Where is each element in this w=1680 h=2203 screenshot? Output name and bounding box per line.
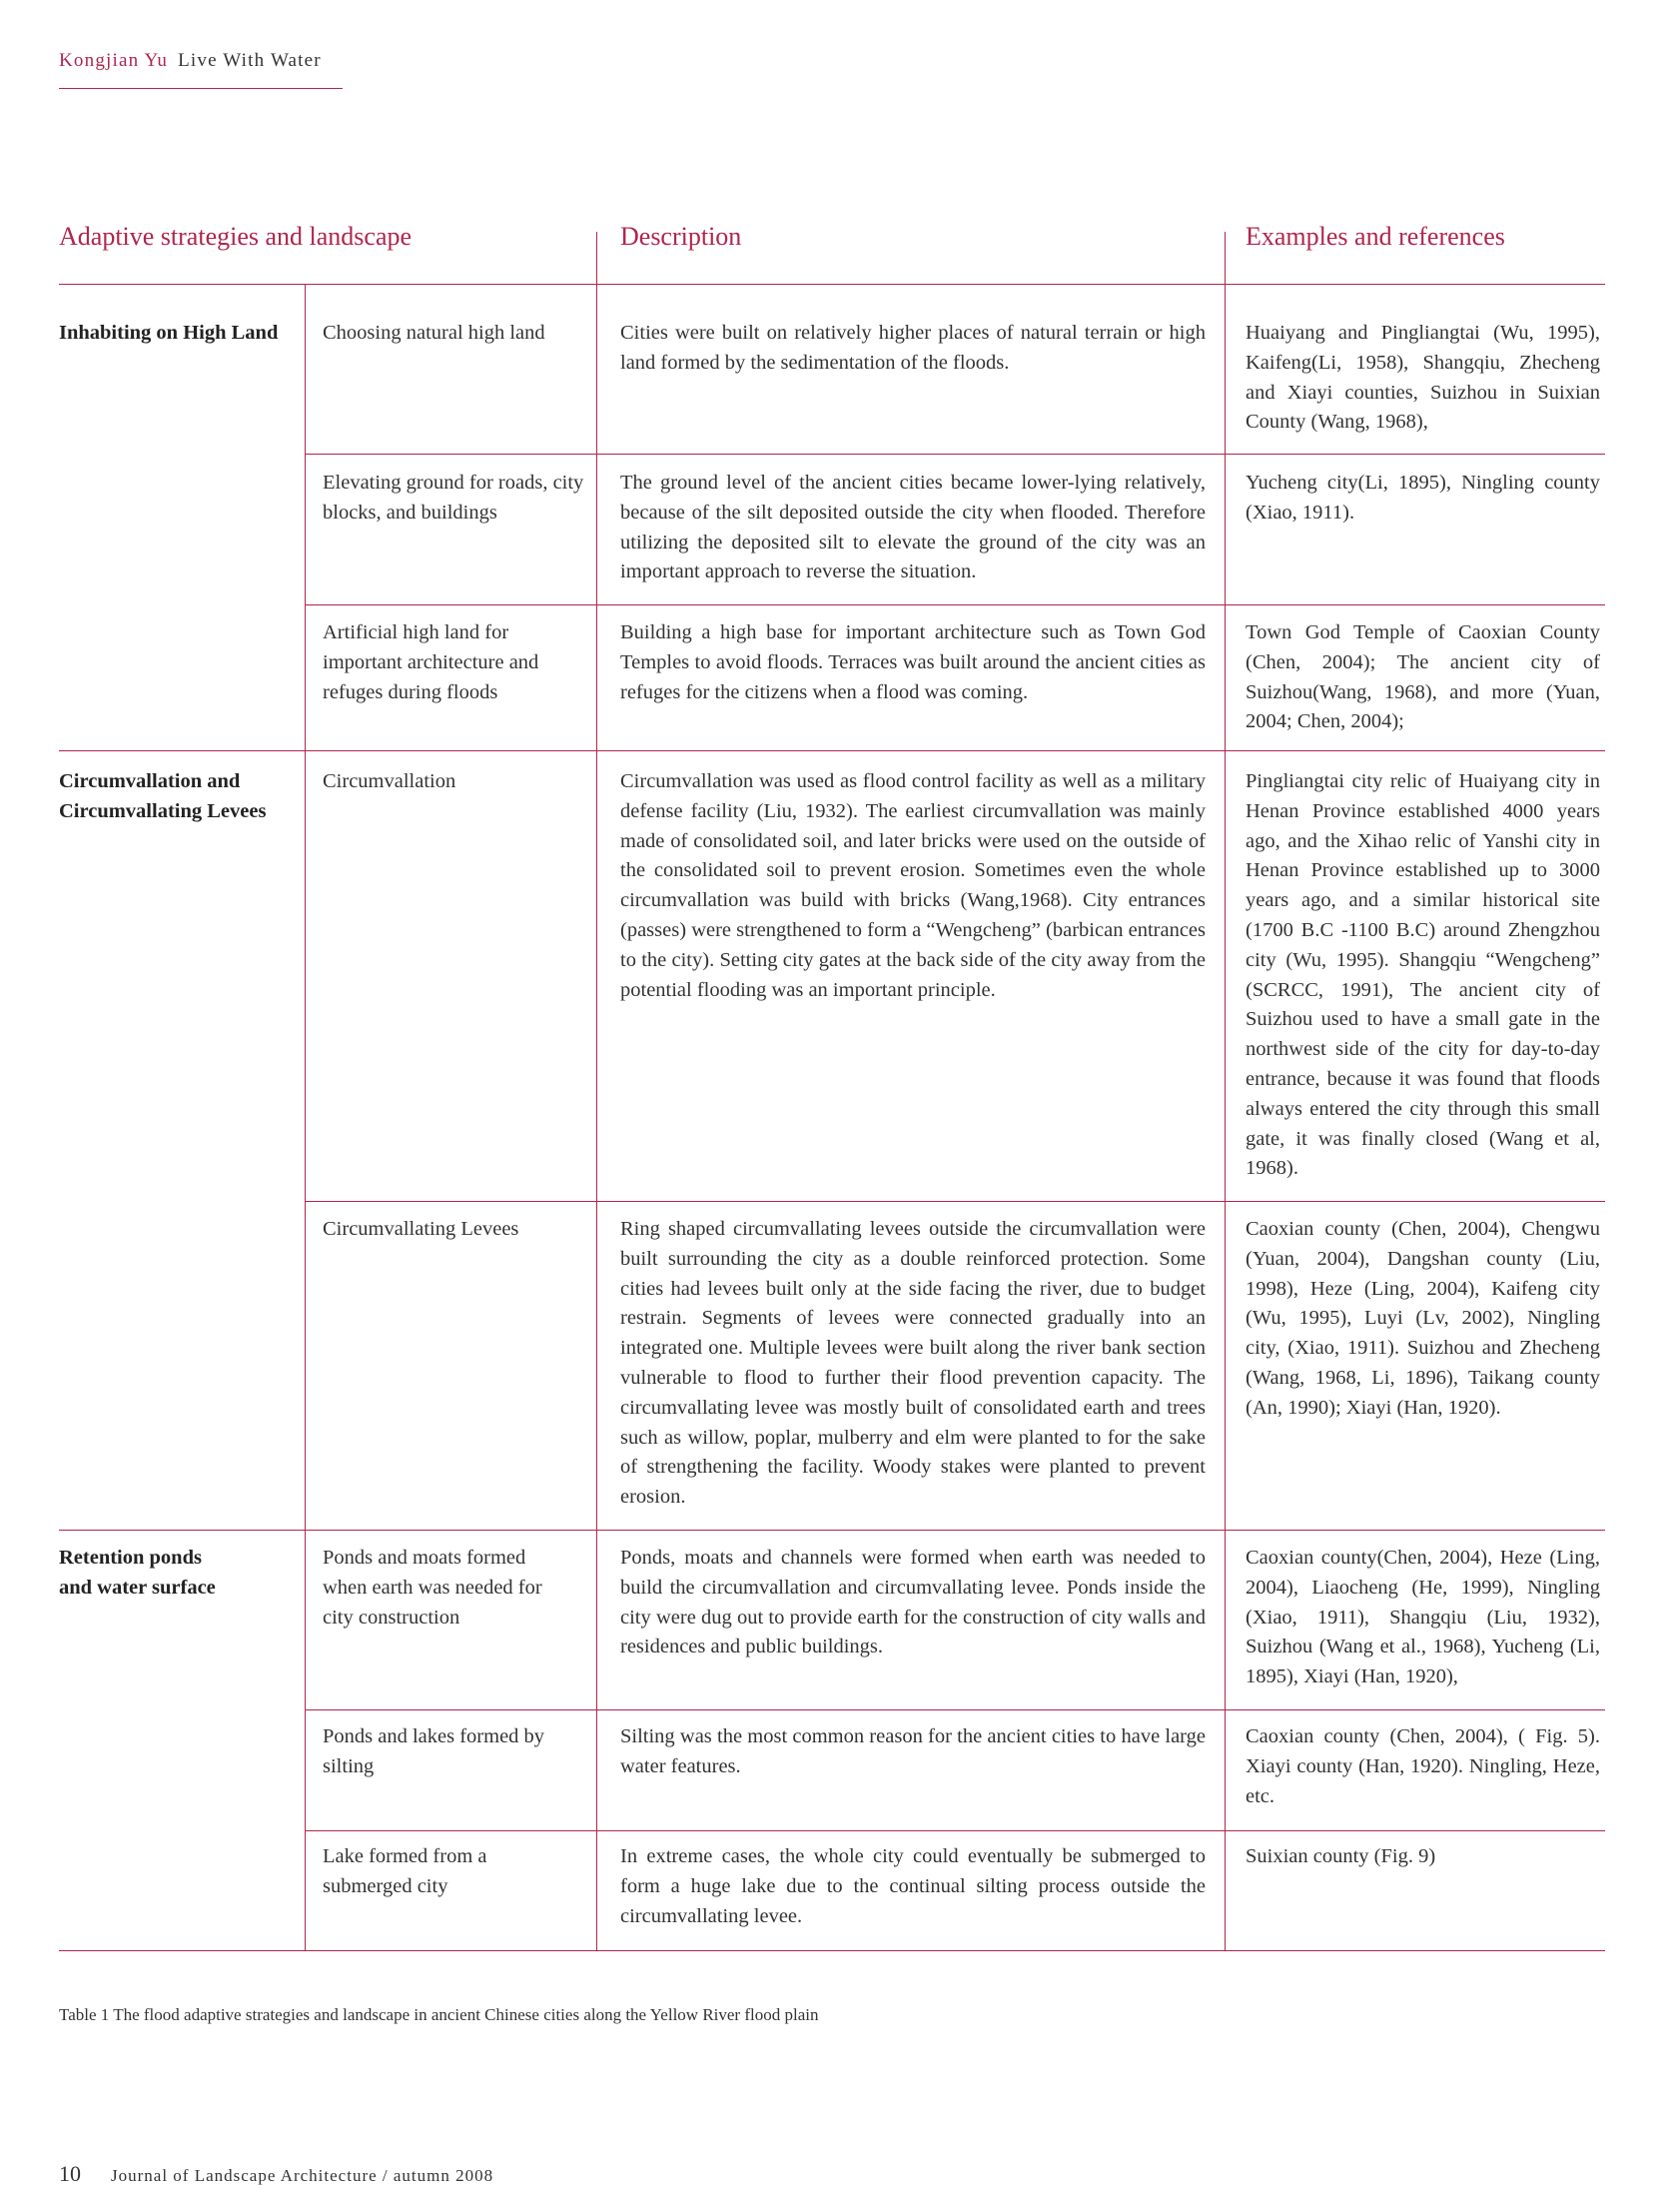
examples-cell: Caoxian county(Chen, 2004), Heze (Ling, 2004), Liaocheng (He, 1999), Ningling (Xiao, 1911), Shangqiu (Liu, 1932), Suizhou (Wang et al., 1968), Yucheng (Li, 1895), Xiayi (Han, 1920),	[1246, 1547, 1600, 1688]
group-divider	[59, 1530, 1605, 1531]
row-divider	[305, 1830, 1605, 1831]
header-description: Description	[620, 222, 742, 251]
description-cell: Cities were built on relatively higher places of natural terrain or high land formed by the sedimentation of the floods.	[620, 322, 1206, 374]
strategy-cell: Artificial high land for important architecture and refuges during floods	[323, 621, 539, 703]
strategy-cell: Circumvallation	[323, 770, 456, 792]
row-divider	[305, 1201, 1605, 1202]
description-cell: In extreme cases, the whole city could eventually be submerged to form a huge lake due to the continual silting process outside the circumvallating levee.	[620, 1845, 1206, 1927]
examples-cell: Huaiyang and Pingliangtai (Wu, 1995), Kaifeng(Li, 1958), Shangqiu, Zhecheng and Xiayi counties, Suizhou in Suixian County (Wang, 1968),	[1246, 322, 1600, 434]
category-circumvallation: Circumvallation and Circumvallating Levees	[59, 770, 267, 822]
row-divider	[305, 454, 1605, 455]
category-retention-ponds: Retention ponds and water surface	[59, 1547, 216, 1599]
header-rule	[59, 284, 1605, 285]
examples-cell: Caoxian county (Chen, 2004), Chengwu (Yuan, 2004), Dangshan county (Liu, 1998), Heze (Ling, 2004), Kaifeng city (Wu, 1995), Luyi (Lv, 2002), Ningling city, (Xiao, 1911). Suizhou and Zhecheng (Wang, 1968, Li, 1896), Taikang county (An, 1990); Xiayi (Han, 1920).	[1246, 1218, 1600, 1419]
description-cell: Circumvallation was used as flood control facility as well as a military defense facility (Liu, 1932). The earliest circumvallation was mainly made of consolidated soil, and later bricks were used on the outside of the consolidated soil to prevent erosion. Sometimes even the whole circumvallation was build with bricks (Wang,1968). City entrances (passes) were strengthened to form a “Wengcheng” (barbican entrances to the city). Setting city gates at the back side of the city away from the potential flooding was an important principle.	[620, 770, 1206, 1001]
strategy-cell: Ponds and lakes formed by silting	[323, 1725, 545, 1777]
table-bottom-rule	[59, 1950, 1605, 1951]
column-divider-description	[596, 232, 597, 1950]
description-cell: The ground level of the ancient cities became lower-lying relatively, because of the silt deposited outside the city when flooded. Therefore utilizing the deposited silt to elevate the ground of the city was an important approach to reverse the situation.	[620, 472, 1206, 583]
running-head-rule	[59, 88, 343, 89]
examples-cell: Suixian county (Fig. 9)	[1246, 1845, 1436, 1867]
journal-name: Journal of Landscape Architecture / autumn 2008	[111, 2166, 494, 2185]
page-footer	[59, 2161, 493, 2187]
strategy-cell: Choosing natural high land	[323, 322, 545, 344]
description-cell: Building a high base for important architecture such as Town God Temples to avoid floods. Terraces was built around the ancient cities as refuges for the citizens when a flood was coming.	[620, 621, 1206, 703]
running-head	[59, 50, 322, 72]
examples-cell: Town God Temple of Caoxian County (Chen, 2004); The ancient city of Suizhou(Wang, 1968), and more (Yuan, 2004; Chen, 2004);	[1246, 621, 1600, 733]
category-high-land: Inhabiting on High Land	[59, 322, 279, 344]
examples-cell: Pingliangtai city relic of Huaiyang city in Henan Province established 4000 years ago, and the Xihao relic of Yanshi city in Henan Province established up to 3000 years ago, and a similar historical site (1700 B.C -1100 B.C) around Zhengzhou city (Wu, 1995). Shangqiu “Wengcheng” (SCRCC, 1991), The ancient city of Suizhou used to have a small gate in the northwest side of the city for day-to-day entrance, because it was found that floods always entered the city through this small gate, it was finally closed (Wang et al, 1968).	[1246, 770, 1600, 1180]
description-cell: Silting was the most common reason for the ancient cities to have large water features.	[620, 1725, 1206, 1777]
strategy-cell: Ponds and moats formed when earth was needed for city construction	[323, 1547, 542, 1629]
header-strategies: Adaptive strategies and landscape	[59, 222, 413, 251]
row-divider	[305, 1709, 1605, 1710]
header-examples: Examples and references	[1246, 222, 1505, 251]
table-caption: Table 1 The flood adaptive strategies and landscape in ancient Chinese cities along the Yellow River flood plain	[59, 2005, 819, 2024]
group-divider	[59, 750, 1605, 751]
column-divider-examples	[1225, 232, 1226, 1950]
row-divider	[305, 604, 1605, 605]
description-cell: Ring shaped circumvallating levees outside the circumvallation were built surrounding the city as a double reinforced protection. Some cities had levees built only at the side facing the river, due to budget restrain. Segments of levees were connected gradually into an integrated one. Multiple levees were built along the river bank section vulnerable to flood to further their flood prevention capacity. The circumvallating levee was mostly built of consolidated earth and trees such as willow, poplar, mulberry and elm were planted to for the sake of strengthening the facility. Woody stakes were planted to prevent erosion.	[620, 1218, 1206, 1509]
strategy-cell: Circumvallating Levees	[323, 1218, 519, 1240]
examples-cell: Caoxian county (Chen, 2004), ( Fig. 5). Xiayi county (Han, 1920). Ningling, Heze, etc.	[1246, 1725, 1600, 1807]
strategy-cell: Elevating ground for roads, city blocks, and buildings	[323, 472, 584, 524]
column-divider-strategy	[305, 284, 306, 1950]
examples-cell: Yucheng city(Li, 1895), Ningling county (Xiao, 1911).	[1246, 472, 1600, 524]
strategy-cell: Lake formed from a submerged city	[323, 1845, 487, 1897]
description-cell: Ponds, moats and channels were formed when earth was needed to build the circumvallation and circumvallating levee. Ponds inside the city were dug out to provide earth for the construction of city walls and residences and public buildings.	[620, 1547, 1206, 1658]
article-title: Live With Water	[178, 50, 322, 71]
page-number: 10	[59, 2161, 81, 2186]
author-name: Kongjian Yu	[59, 50, 169, 71]
